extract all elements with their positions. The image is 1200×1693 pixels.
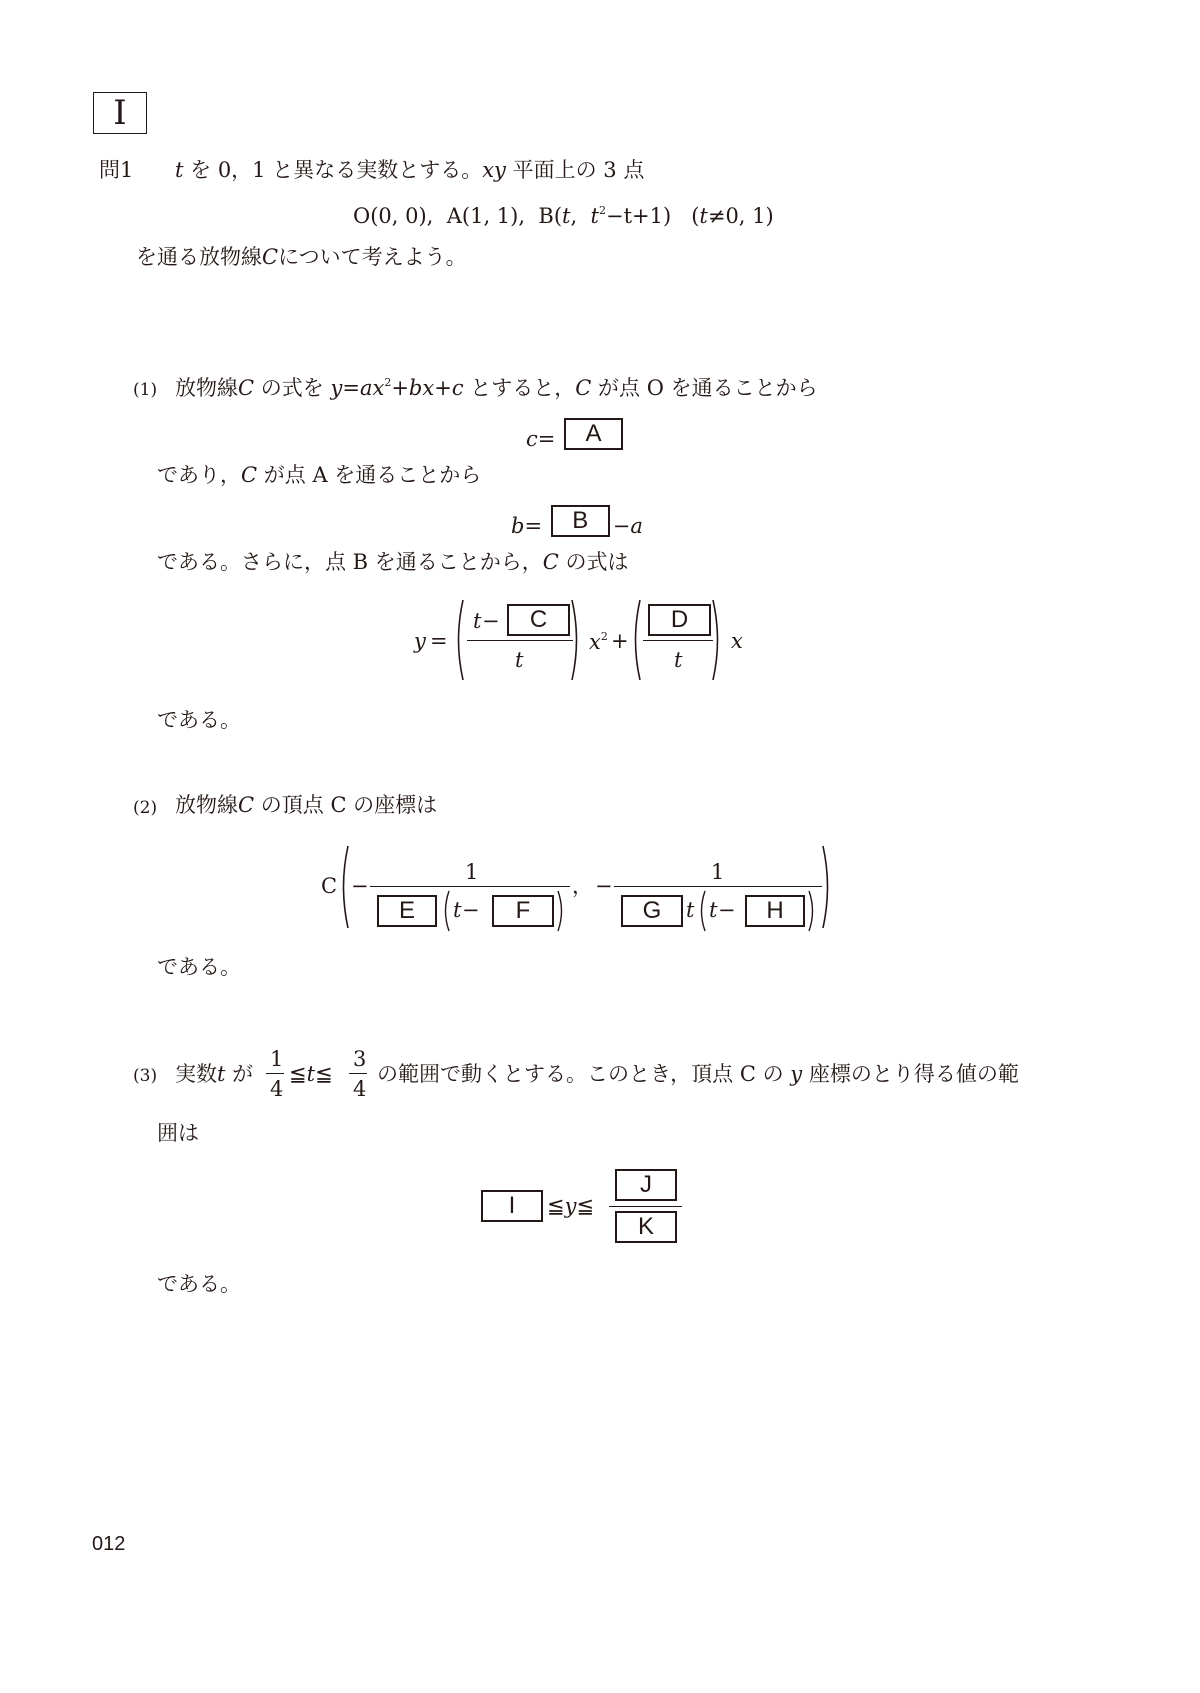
after-text-2: について考えよう。 <box>278 245 467 269</box>
p1-line2-C: C <box>241 463 258 487</box>
inner-right-paren-1 <box>556 890 566 932</box>
points-line <box>353 205 774 227</box>
p2-s1: 放物線 <box>175 793 238 817</box>
f-x2-var: x <box>589 630 601 654</box>
vertex-m-1: − <box>462 898 480 922</box>
p3-frac1-bar <box>266 1073 284 1074</box>
vertex-left-paren <box>337 844 351 930</box>
p1-line2b: が点 A を通ることから <box>263 463 482 487</box>
inner-left-paren-2 <box>697 890 707 932</box>
eq-ax: ax <box>359 376 385 400</box>
p1-s1: 放物線 <box>175 376 238 400</box>
eq-plus-2: + <box>434 376 452 400</box>
vertex-C: C <box>321 874 338 898</box>
cond-rest: ≠0, 1) <box>707 204 774 228</box>
p3-s2: が <box>232 1062 254 1086</box>
vertex-t-1: t <box>453 898 462 922</box>
part1-line3 <box>157 552 629 573</box>
after-text: を通る放物線 <box>136 245 262 269</box>
p3-inequality <box>289 1064 333 1085</box>
box-A-label: A <box>585 420 602 447</box>
vertex-right-paren <box>820 844 834 930</box>
f-x: x <box>731 629 743 653</box>
p3-frac2-den: 4 <box>353 1077 367 1101</box>
vertex-fraction-bar-2 <box>614 886 822 887</box>
point-O: O(0, 0), <box>353 204 434 228</box>
p1-s3: とすると， <box>470 376 576 400</box>
problem-label: 問1 <box>99 158 134 182</box>
vertex-t-3: t <box>709 898 718 922</box>
p1-line3a: である。さらに，点 B を通ることから， <box>157 550 543 574</box>
range-le1: ≦ <box>547 1194 565 1218</box>
eq-plus: + <box>391 376 409 400</box>
intro-text-2: 平面上の 3 点 <box>512 158 645 182</box>
answer-box-K[interactable] <box>615 1211 677 1243</box>
right-paren-1 <box>569 598 583 682</box>
p3-frac2-num: 3 <box>353 1047 367 1071</box>
part3-end: である。 <box>157 1272 241 1296</box>
part2-num: (2) <box>133 798 158 818</box>
p1-s2: の式を <box>260 376 324 400</box>
p3-line1-rest <box>377 1064 1019 1085</box>
var-xy: xy <box>482 158 506 182</box>
range-inequality <box>547 1196 594 1217</box>
p1-s4: が点 O を通ることから <box>598 376 818 400</box>
cond-t: t <box>699 204 708 228</box>
eq-bx: bx <box>408 376 435 400</box>
f-x2 <box>589 631 608 653</box>
cond-open: ( <box>691 204 700 228</box>
right-paren-2 <box>710 598 724 682</box>
range-le2: ≦ <box>576 1194 595 1218</box>
point-B-t: t <box>562 204 571 228</box>
p3-mid-t: t <box>306 1062 316 1086</box>
answer-box-C[interactable] <box>507 604 570 636</box>
c-eq: = <box>537 427 556 451</box>
part1-num: (1) <box>133 380 158 400</box>
formula-eq: = <box>430 629 448 653</box>
left-paren-2 <box>629 598 643 682</box>
b-rest: −a <box>612 514 643 538</box>
box-G-label: G <box>642 897 662 924</box>
answer-box-J[interactable] <box>615 1169 677 1201</box>
section-mark-label: I <box>113 93 127 133</box>
box-J-label: J <box>640 1171 652 1198</box>
box-I-label: I <box>508 1192 516 1219</box>
vertex-fraction-bar-1 <box>370 886 570 887</box>
point-B-rest: −t+1) <box>605 204 672 228</box>
box-D-label: D <box>670 606 689 633</box>
eq-sup: 2 <box>384 376 392 389</box>
vertex-comma: ， <box>572 874 593 898</box>
part1-end: である。 <box>157 708 241 732</box>
p3-frac1-num: 1 <box>270 1047 284 1071</box>
vertex-m-2: − <box>718 898 736 922</box>
left-paren-1 <box>452 598 466 682</box>
f-plus: + <box>611 629 629 653</box>
eq-c: c <box>451 376 464 400</box>
vertex-minus-1: − <box>351 874 369 898</box>
box-K-label: K <box>637 1213 654 1240</box>
f-num1-minus: − <box>482 609 500 633</box>
p3-le1: ≦ <box>289 1062 307 1086</box>
range-fraction-bar <box>609 1206 682 1207</box>
p3-t: t <box>217 1062 226 1086</box>
c-lhs: c <box>526 427 538 451</box>
p1-line3-C: C <box>542 550 559 574</box>
box-B-label: B <box>572 507 589 534</box>
box-E-label: E <box>398 897 415 924</box>
answer-box-E[interactable] <box>377 895 437 927</box>
eq-eq: = <box>342 376 360 400</box>
problem-intro <box>175 160 644 181</box>
point-A: A(1, 1), <box>446 204 526 228</box>
p1-line3b: の式は <box>565 550 629 574</box>
var-C: C <box>262 245 279 269</box>
point-B-sup: 2 <box>598 204 606 217</box>
answer-box-A[interactable] <box>564 418 623 450</box>
vertex-num-2: 1 <box>711 860 725 884</box>
intro-text: を 0，1 と異なる実数とする。 <box>190 158 483 182</box>
p1-C: C <box>238 376 255 400</box>
inner-left-paren-1 <box>441 890 451 932</box>
p3-s1 <box>175 1064 253 1085</box>
f-den2: t <box>674 648 683 672</box>
p3-frac1-den: 4 <box>270 1077 284 1101</box>
point-B-open: B( <box>538 204 563 228</box>
p3-y: y <box>790 1062 803 1086</box>
b-equation <box>511 505 643 537</box>
b-eq: = <box>524 514 543 538</box>
vertex-num-1: 1 <box>465 860 479 884</box>
answer-box-I[interactable] <box>481 1190 543 1222</box>
answer-box-H[interactable] <box>745 895 805 927</box>
part1-line1 <box>175 377 818 399</box>
p3-s4: 座標のとり得る値の範 <box>808 1062 1019 1086</box>
part1-line2 <box>157 465 481 486</box>
answer-box-D[interactable] <box>648 604 711 636</box>
p3-line2: 囲は <box>157 1121 199 1145</box>
p3-frac2-bar <box>349 1073 367 1074</box>
range-y: y <box>564 1194 577 1218</box>
f-den1: t <box>515 648 524 672</box>
b-lhs: b <box>511 514 525 538</box>
p2-s2: の頂点 C の座標は <box>260 793 438 817</box>
fraction-bar-1 <box>467 640 573 641</box>
f-num1-t: t <box>473 609 482 633</box>
answer-box-G[interactable] <box>621 895 683 927</box>
box-H-label: H <box>766 897 784 924</box>
vertex-minus-2: − <box>595 874 613 898</box>
point-B-t2: t <box>590 204 599 228</box>
page-number: 012 <box>92 1533 126 1555</box>
p3-s3: の範囲で動くとする。このとき，頂点 C の <box>377 1062 784 1086</box>
part2-line1 <box>175 795 437 816</box>
vertex-t-2: t <box>686 898 695 922</box>
part2-end: である。 <box>157 955 241 979</box>
p1-C-2: C <box>575 376 592 400</box>
f-x2-sup: 2 <box>600 630 608 643</box>
point-B-comma: , <box>570 204 578 228</box>
p3-le2: ≦ <box>315 1062 333 1086</box>
box-F-label: F <box>515 897 531 924</box>
p1-line2a: であり， <box>157 463 241 487</box>
inner-right-paren-2 <box>807 890 817 932</box>
fraction-bar-2 <box>643 640 713 641</box>
answer-box-B[interactable] <box>551 505 610 537</box>
c-equation <box>526 418 623 450</box>
eq-y: y <box>330 376 343 400</box>
formula-y: y <box>414 629 426 653</box>
part3-num: (3) <box>133 1066 158 1086</box>
box-C-label: C <box>529 606 548 633</box>
var-t: t <box>175 158 184 182</box>
p3-s1-text: 実数 <box>175 1062 217 1086</box>
p2-C: C <box>238 793 255 817</box>
section-mark <box>93 92 147 134</box>
problem-after <box>136 247 467 268</box>
answer-box-F[interactable] <box>492 895 554 927</box>
